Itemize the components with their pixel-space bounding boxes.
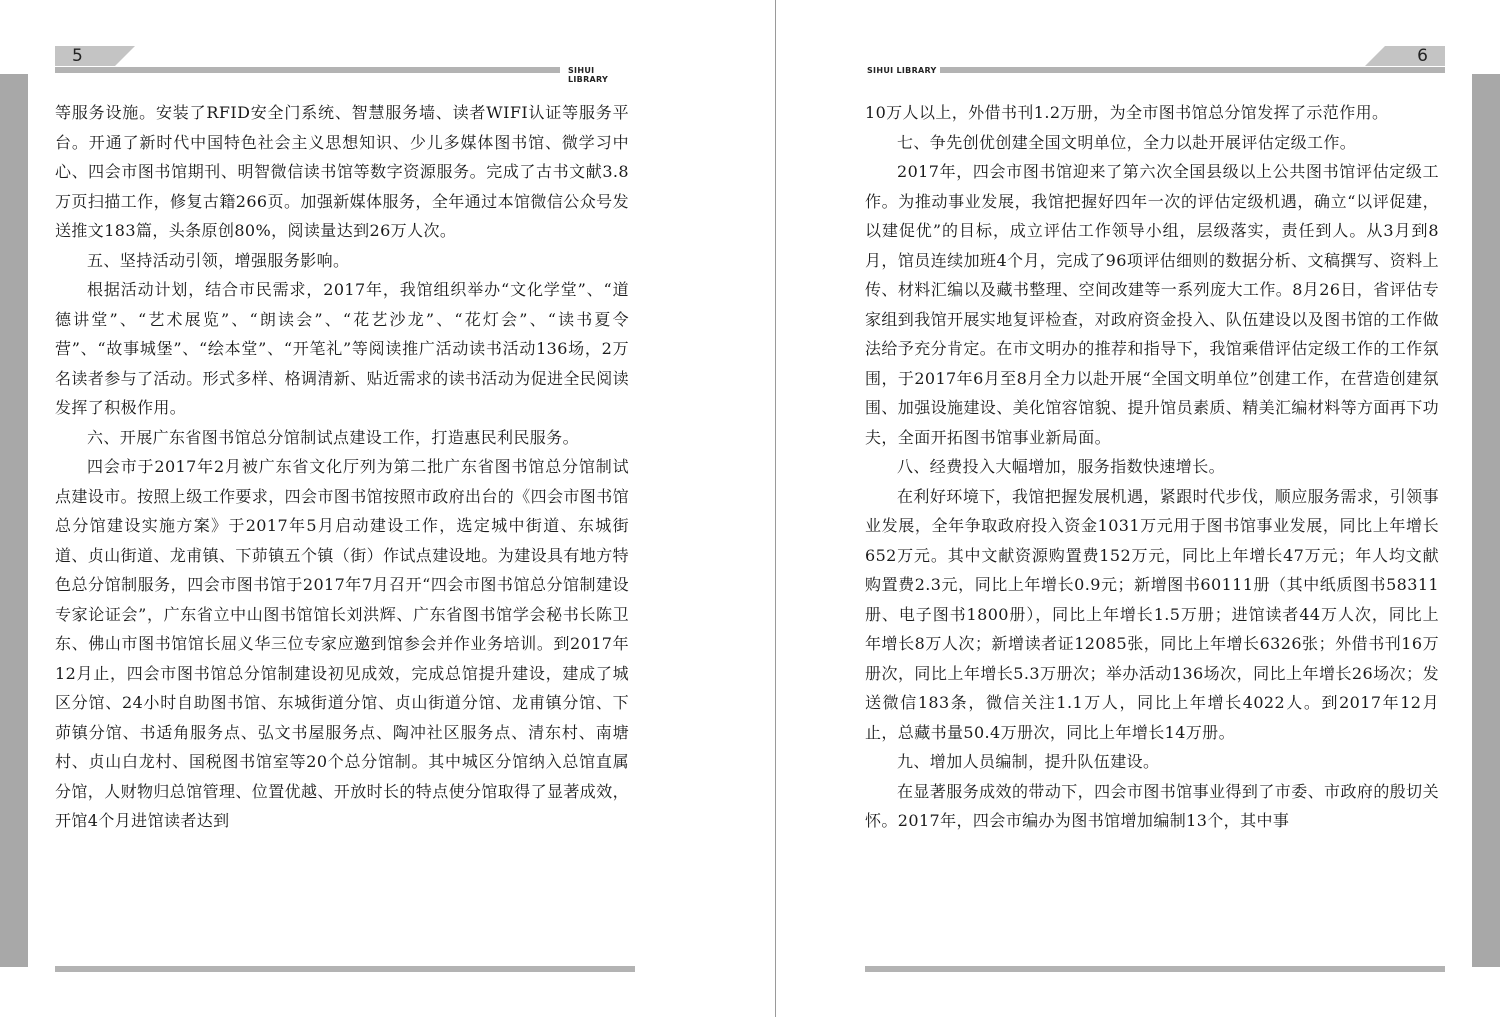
right-edge-bar [1472, 74, 1500, 967]
paragraph: 四会市于2017年2月被广东省文化厅列为第二批广东省图书馆总分馆制试点建设市。按照上级工作要求，四会市图书馆按照市政府出台的《四会市图书馆总分馆建设实施方案》于2017年5月启动建设工作，选定城中街道、东城街道、贞山街道、龙甫镇、下茆镇五个镇（街）作试点建设地。为建设具有地方特色总分馆制服务，四会市图书馆于2017年7月召开“四会市图书馆总分馆制建设专家论证会”，广东省立中山图书馆馆长刘洪辉、广东省图书馆学会秘书长陈卫东、佛山市图书馆馆长屈义华三位专家应邀到馆参会并作业务培训。到2017年12月止，四会市图书馆总分馆制建设初见成效，完成总馆提升建设，建成了城区分馆、24小时自助图书馆、东城街道分馆、贞山街道分馆、龙甫镇分馆、下茆镇分馆、书适角服务点、弘文书屋服务点、陶冲社区服务点、清东村、南塘村、贞山白龙村、国税图书馆室等20个总分馆制。其中城区分馆纳入总馆直属分馆，人财物归总馆管理、位置优越、开放时长的特点使分馆取得了显著成效，开馆4个月进馆读者达到 [55, 457, 630, 830]
left-edge-bar [0, 74, 28, 967]
header-brand: SIHUI LIBRARY [568, 66, 609, 84]
section-heading: 七、争先创优创建全国文明单位，全力以赴开展评估定级工作。 [897, 132, 1357, 152]
footer-rule [865, 966, 1445, 972]
right-page [865, 0, 1445, 1017]
paragraph: 根据活动计划，结合市民需求，2017年，我馆组织举办“文化学堂”、“道德讲堂”、“艺术展览”、“朗读会”、“花艺沙龙”、“花灯会”、“读书夏令营”、“故事城堡”、“绘本堂”、“开笔礼”等阅读推广活动读书活动136场，2万名读者参与了活动。形式多样、格调清新、贴近需求的读书活动为促进全民阅读发挥了积极作用。 [55, 280, 630, 417]
left-page [55, 0, 635, 1017]
footer-rule [55, 966, 635, 972]
page-number: 5 [55, 46, 115, 66]
header-rule [940, 67, 1445, 73]
header-brand: SIHUI LIBRARY [867, 66, 937, 75]
page-body [55, 98, 629, 836]
header-rule [55, 67, 560, 73]
paragraph: 在利好环境下，我馆把握发展机遇，紧跟时代步伐，顺应服务需求，引领事业发展，全年争取政府投入资金1031万元用于图书馆事业发展，同比上年增长652万元。其中文献资源购置费152万元，同比上年增长47万元；年人均文献购置费2.3元，同比上年增长0.9元；新增图书60111册（其中纸质图书58311册、电子图书1800册），同比上年增长1.5万册；进馆读者44万人次，同比上年增长8万人次；新增读者证12085张，同比上年增长6326张；外借书刊16万册次，同比上年增长5.3万册次；举办活动136场次，同比上年增长26场次；发送微信183条，微信关注1.1万人，同比上年增长4022人。到2017年12月止，总藏书量50.4万册次，同比上年增长14万册。 [865, 486, 1439, 742]
page-body [865, 98, 1439, 836]
section-heading: 六、开展广东省图书馆总分馆制试点建设工作，打造惠民利民服务。 [87, 427, 580, 447]
page-number: 6 [1385, 46, 1445, 66]
paragraph: 2017年，四会市图书馆迎来了第六次全国县级以上公共图书馆评估定级工作。为推动事业发展，我馆把握好四年一次的评估定级机遇，确立“以评促建，以建促优”的目标，成立评估工作领导小组，层级落实，责任到人。从3月到8月，馆员连续加班4个月，完成了96项评估细则的数据分析、文稿撰写、资料上传、材料汇编以及藏书整理、空间改建等一系列庞大工作。8月26日，省评估专家组到我馆开展实地复评检查，对政府资金投入、队伍建设以及图书馆的工作做法给予充分肯定。在市文明办的推荐和指导下，我馆乘借评估定级工作的工作氛围，于2017年6月至8月全力以赴开展“全国文明单位”创建工作，在营造创建氛围、加强设施建设、美化馆容馆貌、提升馆员素质、精美汇编材料等方面再下功夫，全面开拓图书馆事业新局面。 [865, 162, 1440, 447]
section-heading: 八、经费投入大幅增加，服务指数快速增长。 [897, 457, 1226, 476]
paragraph: 等服务设施。安装了RFID安全门系统、智慧服务墙、读者WIFI认证等服务平台。开通了新时代中国特色社会主义思想知识、少儿多媒体图书馆、微学习中心、四会市图书馆期刊、明智微信读书馆等数字资源服务。完成了古书文献3.8万页扫描工作，修复古籍266页。加强新媒体服务，全年通过本馆微信公众号发送推文183篇，头条原创80%，阅读量达到26万人次。 [55, 103, 629, 240]
section-heading: 九、增加人员编制，提升队伍建设。 [897, 752, 1160, 771]
paragraph: 10万人以上，外借书刊1.2万册，为全市图书馆总分馆发挥了示范作用。 [865, 103, 1389, 122]
section-heading: 五、坚持活动引领，增强服务影响。 [87, 250, 350, 270]
paragraph: 在显著服务成效的带动下，四会市图书馆事业得到了市委、市政府的殷切关怀。2017年，四会市编办为图书馆增加编制13个，其中事 [865, 781, 1439, 830]
page-gutter [775, 0, 776, 1017]
